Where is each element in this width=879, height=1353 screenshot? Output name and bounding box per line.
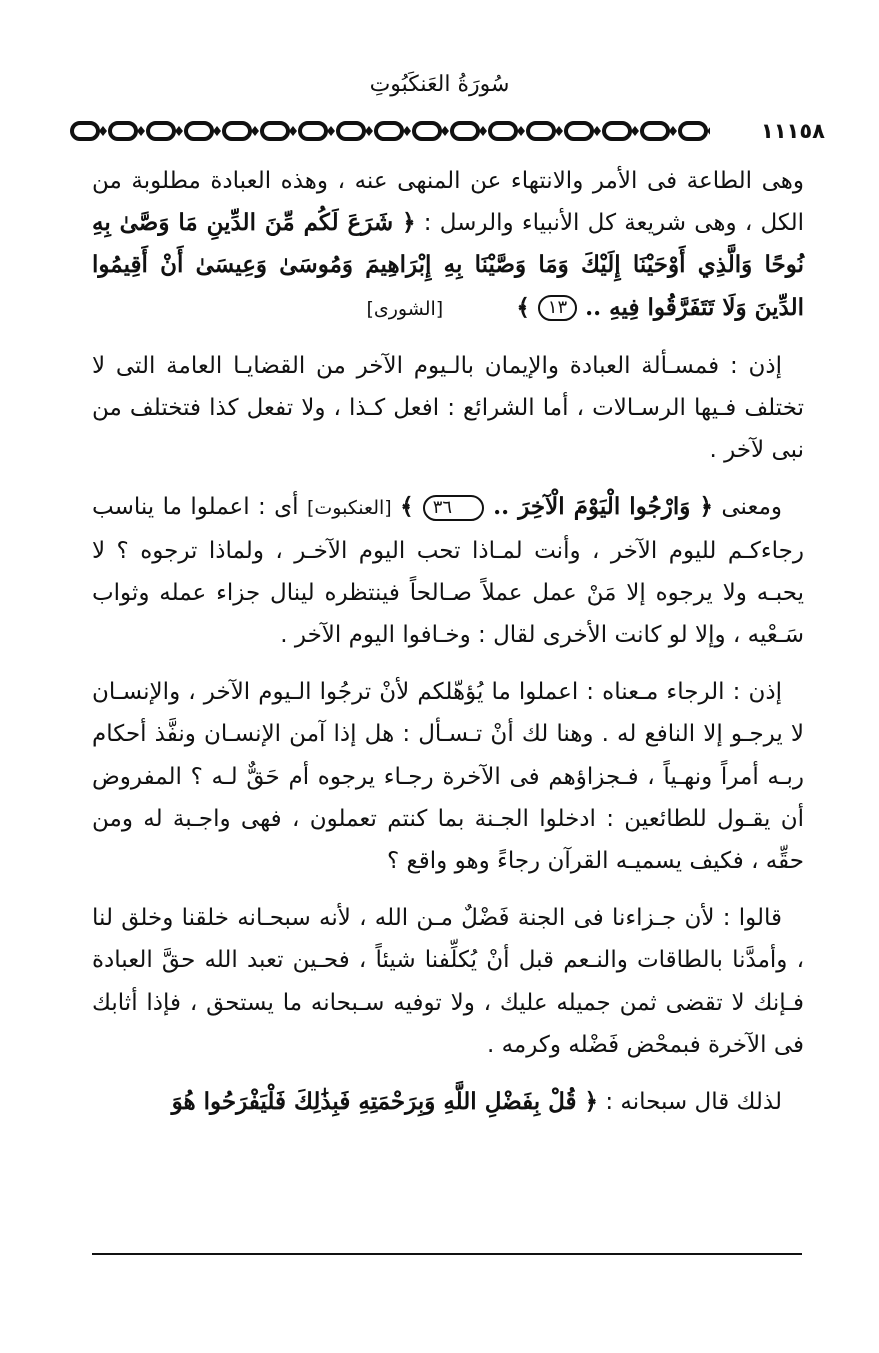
footer-divider <box>92 1253 802 1255</box>
verse-number-badge: ٣٦ <box>423 495 484 521</box>
body-text-run: إذن : فمسـألة العبادة والإيمان بالـيوم الآخر من القضايـا العامة التى لا تختلف فـيها الرسـالات ، أما الشرائع : افعل كـذا ، ولا تفعل كذا فتختلف من نبى لآخر . <box>84 352 804 464</box>
paragraph <box>92 1081 804 1123</box>
paragraph <box>84 897 804 1066</box>
body-text-run: إذن : الرجاء مـعناه : اعملوا ما يُؤهّلكم لأنْ ترجُوا الـيوم الآخر ، والإنسـان لا يرجـو إلا النافع له . وهنا لك أنْ تـسـأل : هل إذا آمن الإنسـان ونفَّذ أحكام ربـه أمراً ونهـياً ، فـجزاؤهم فى الآخرة رجـاء يرجوه أم حَقٌّ لـه ؟ المفروض أن يقـول للطائعين : ادخلوا الجـنة بما كنتم تعملون ، فهى واجـبة له ومن حقِّه ، فكيف يسميـه القرآن رجاءً وهو واقع ؟ <box>84 679 804 875</box>
body-text-run <box>392 494 400 520</box>
page-header <box>70 110 825 152</box>
quran-verse-text: ﴾ <box>400 493 423 521</box>
quran-verse-text: ﴿ وَارْجُوا الْيَوْمَ الْآخِرَ .. <box>484 493 713 521</box>
paragraph <box>84 160 804 330</box>
body-text-run: لذلك قال سبحانه : <box>598 1089 782 1116</box>
quran-verse-text: ﴿ شَرَعَ لَكُم مِّنَ الدِّينِ مَا وَصَّىٰ بِهِ نُوحًا وَالَّذِي أَوْحَيْنَا إِلَيْكَ وَمَا وَصَّيْنَا بِهِ إِبْرَاهِيمَ وَمُوسَىٰ وَعِيسَىٰ أَنْ أَقِيمُوا الدِّينَ وَلَا تَتَفَرَّقُوا فِيهِ .. <box>92 209 804 321</box>
page-number: ١١١٥٨ <box>760 119 825 143</box>
body-text-run <box>443 295 516 321</box>
paragraph <box>84 671 804 882</box>
ornamental-border-icon <box>70 118 710 144</box>
body-text <box>84 160 804 1138</box>
body-text-run: أى : اعملوا ما يناسب رجاءكـم لليوم الآخر ، وأنت لمـاذا تحب اليوم الآخـر ، ولماذا ترجوه ؟ لا يحبـه ولا يرجوه إلا مَنْ عمل عملاً صـالحاً فينتظره لينال جزاء عمله وثواب سَـعْيه ، وإلا لو كانت الأخرى لقال : وخـافوا اليوم الآخر . <box>84 494 804 649</box>
surah-reference: [الشورى] <box>366 297 444 320</box>
paragraph <box>84 345 804 472</box>
quran-verse-text: ﴿ قُلْ بِفَضْلِ اللَّهِ وَبِرَحْمَتِهِ فَبِذَٰلِكَ فَلْيَفْرَحُوا هُوَ <box>171 1088 599 1116</box>
quran-verse-text: ﴾ <box>516 293 538 321</box>
verse-number-badge: ١٣ <box>538 295 577 321</box>
surah-title: سُورَةُ العَنكَبُوتِ <box>369 72 510 97</box>
paragraph <box>84 486 804 656</box>
surah-reference: [العنكبوت] <box>306 497 392 520</box>
body-text-run: ومعنى <box>712 494 783 521</box>
body-text-run: وهى الطاعة فى الأمر والانتهاء عن المنهى عنه ، وهذه العبادة مطلوبة من الكل ، وهى شريعة كل الأنبياء والرسل : <box>84 168 804 237</box>
body-text-run: قالوا : لأن جـزاءنا فى الجنة فَضْلٌ مـن الله ، لأنه سبحـانه خلقنا وخلق لنا ، وأمدَّنا بالطاقات والنـعم قبل أنْ يُكلِّفنا شيئاً ، فحـين تعبد الله حقَّ العبادة فـإنك لا تقضى ثمن جميله عليك ، ولا توفيه سـبحانه ما يستحق ، فإذا أثابك فى الآخرة فبمحْض فَضْله وكرمه . <box>84 905 804 1058</box>
